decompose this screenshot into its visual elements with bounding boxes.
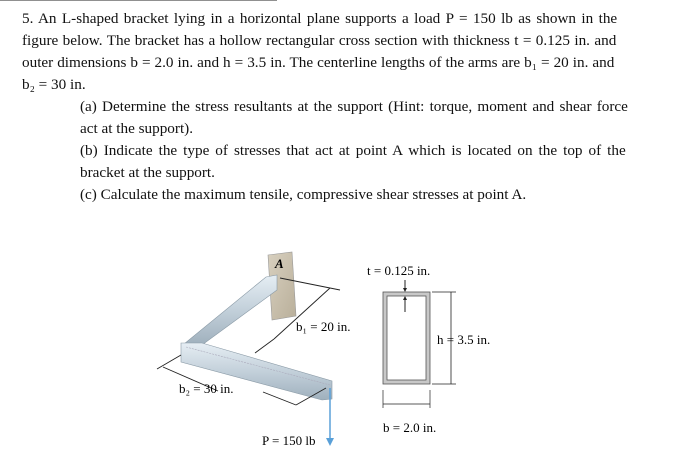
problem-line-3: outer dimensions b = 2.0 in. and h = 3.5 in. The centerline lengths of the arms are b₁ = 20 in. and [22, 54, 615, 71]
problem-line-4: b₂ = 30 in. [22, 76, 86, 93]
part-a-line-2: act at the support). [80, 120, 194, 137]
part-b-line-1: (b) Indicate the type of stresses that act at point A which is located on the top of the [80, 142, 626, 159]
load-label: P = 150 lb [262, 433, 316, 448]
part-c-line: (c) Calculate the maximum tensile, compressive shear stresses at point A. [80, 186, 527, 203]
problem-line-2: figure below. The bracket has a hollow rectangular cross section with thickness t = 0.125 in. and [22, 32, 617, 49]
thickness-label: t = 0.125 in. [367, 263, 431, 278]
height-label: h = 3.5 in. [437, 332, 491, 347]
b2-label: b₂ = 30 in. [179, 381, 234, 396]
point-a-label: A [275, 256, 284, 271]
bracket-arm-b1 [184, 275, 277, 345]
problem-line-1: 5. An L-shaped bracket lying in a horizontal plane supports a load P = 150 lb as shown in the [22, 10, 618, 27]
dimension-lines [0, 0, 340, 405]
part-b-line-2: bracket at the support. [80, 164, 215, 181]
b1-label: b₁ = 20 in. [296, 319, 351, 334]
width-label: b = 2.0 in. [383, 420, 437, 435]
part-a-line-1: (a) Determine the stress resultants at the support (Hint: torque, moment and shear force [80, 98, 628, 115]
